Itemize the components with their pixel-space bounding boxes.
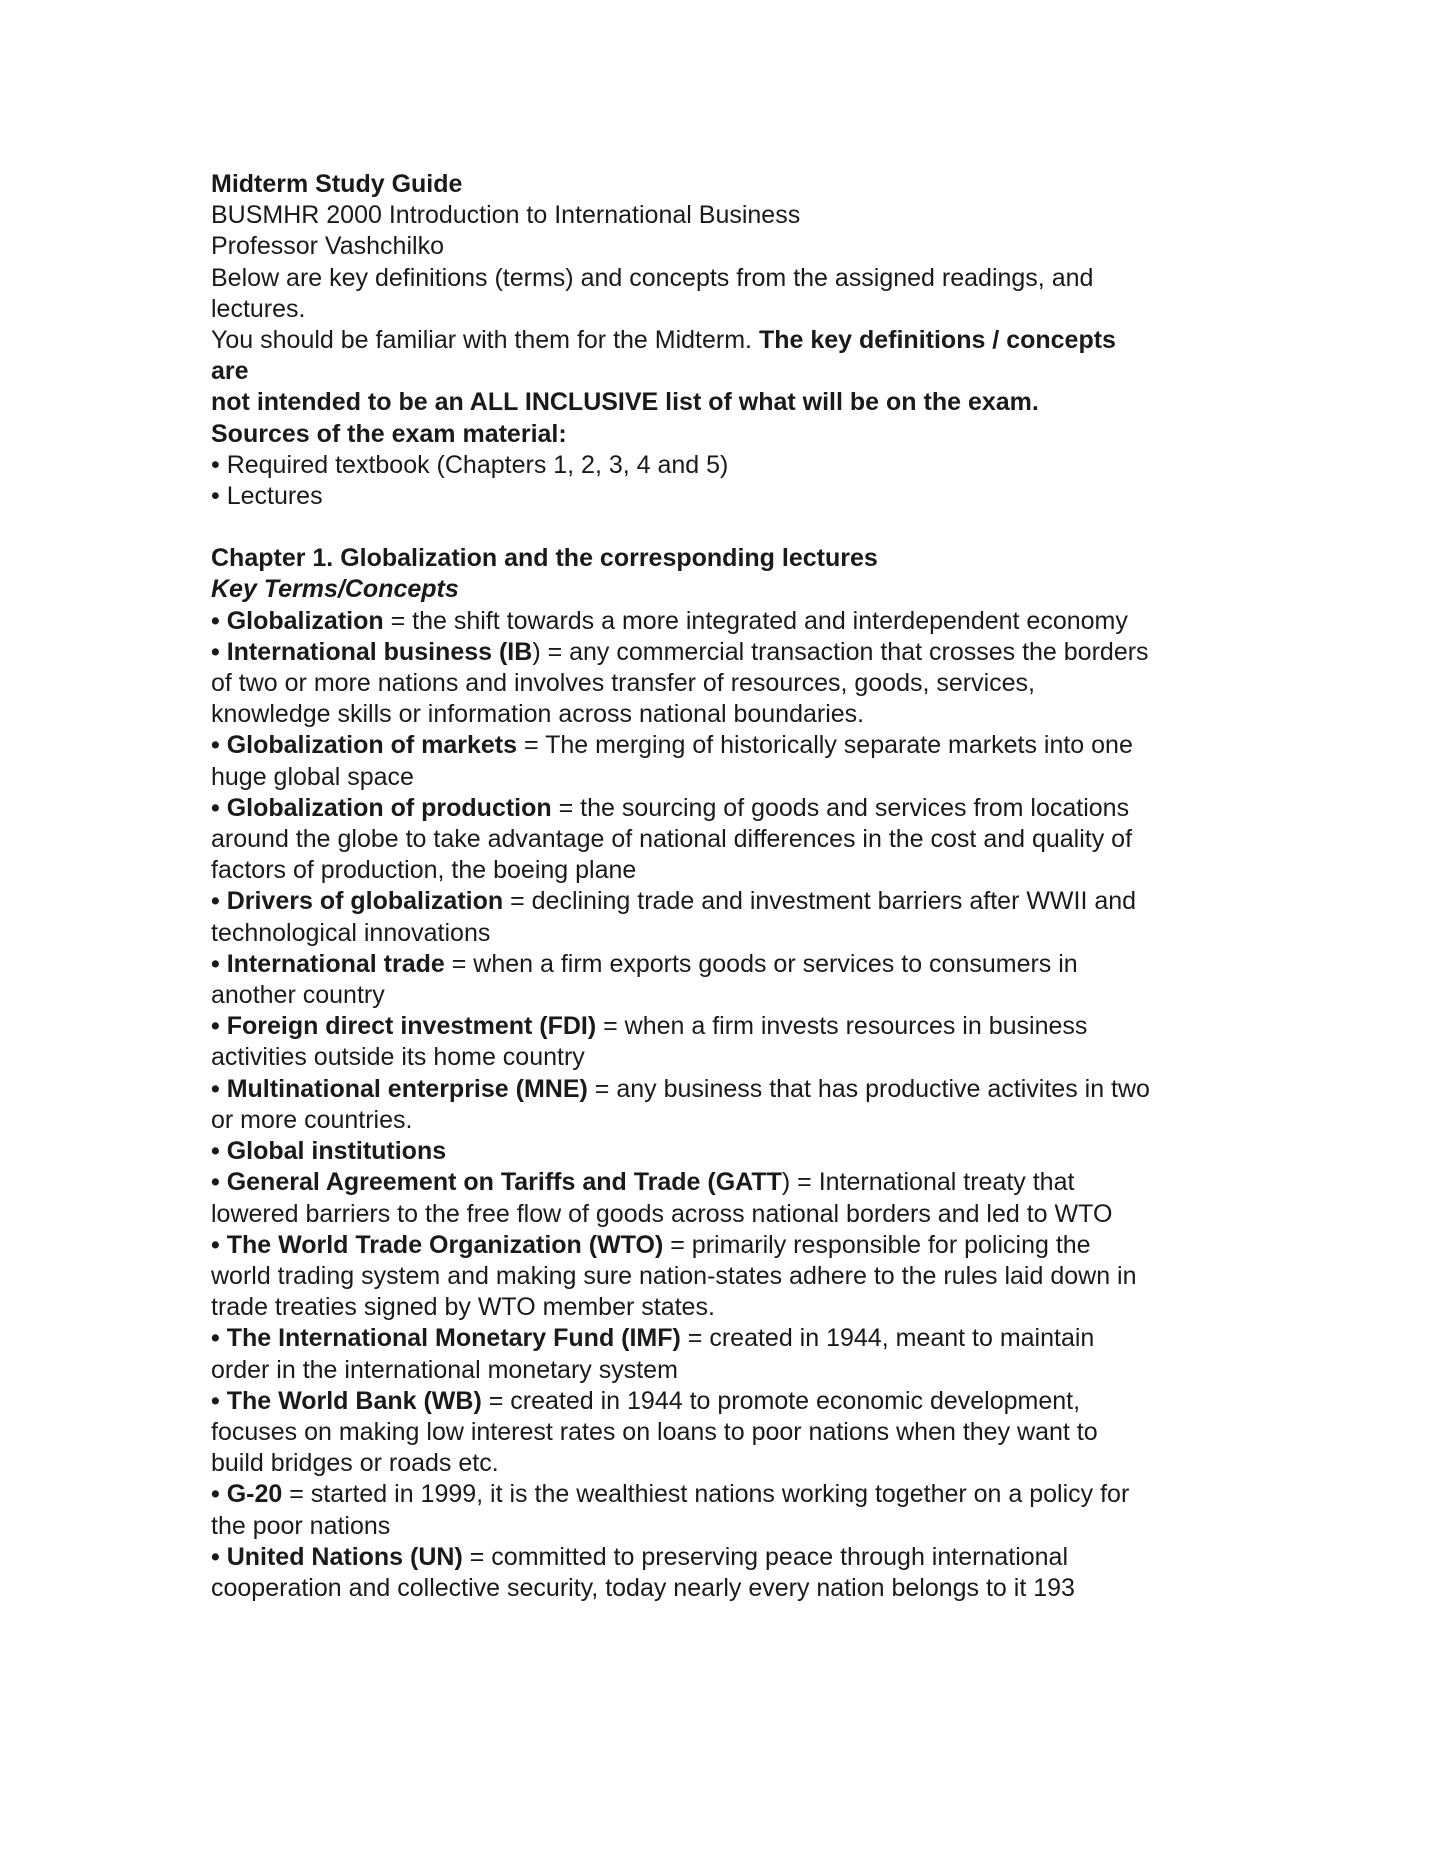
term-entry bbox=[211, 606, 1261, 637]
course-name: BUSMHR 2000 Introduction to International Business bbox=[211, 201, 801, 230]
term-entry bbox=[211, 1230, 1261, 1324]
term-definition: order in the international monetary system bbox=[211, 1355, 678, 1384]
term-entry bbox=[211, 1011, 1261, 1073]
term-line bbox=[211, 949, 1261, 980]
term-definition: knowledge skills or information across national boundaries. bbox=[211, 700, 865, 729]
intro-text-line-2: lectures. bbox=[211, 294, 306, 323]
term-definition: of two or more nations and involves transfer of resources, goods, services, bbox=[211, 669, 1035, 698]
term-name: • Multinational enterprise (MNE) bbox=[211, 1074, 588, 1103]
term-line bbox=[211, 1323, 1261, 1354]
term-definition: = when a firm exports goods or services to consumers in bbox=[444, 949, 1078, 978]
term-definition: = when a firm invests resources in business bbox=[596, 1012, 1088, 1041]
term-name: • Globalization of production bbox=[211, 793, 552, 822]
term-entry bbox=[211, 730, 1261, 792]
term-definition: world trading system and making sure nation-states adhere to the rules laid down in bbox=[211, 1261, 1137, 1290]
term-name: • Drivers of globalization bbox=[211, 887, 504, 916]
term-line bbox=[211, 699, 1261, 730]
term-entry bbox=[211, 1323, 1261, 1385]
professor-name: Professor Vashchilko bbox=[211, 232, 444, 261]
term-name: • Globalization of markets bbox=[211, 731, 518, 760]
source-item-textbook: • Required textbook (Chapters 1, 2, 3, 4 and 5) bbox=[211, 450, 729, 479]
term-line bbox=[211, 1573, 1261, 1604]
term-definition: or more countries. bbox=[211, 1105, 413, 1134]
term-definition: = declining trade and investment barriers after WWII and bbox=[503, 887, 1137, 916]
term-line bbox=[211, 1542, 1261, 1573]
term-definition: lowered barriers to the free flow of goods across national borders and led to WTO bbox=[211, 1199, 1113, 1228]
term-name: • United Nations (UN) bbox=[211, 1542, 463, 1571]
term-line bbox=[211, 1417, 1261, 1448]
term-definition: build bridges or roads etc. bbox=[211, 1449, 499, 1478]
term-definition: = primarily responsible for policing the bbox=[663, 1230, 1091, 1259]
document-title: Midterm Study Guide bbox=[211, 170, 463, 198]
term-line bbox=[211, 918, 1261, 949]
term-entry bbox=[211, 1167, 1261, 1229]
term-definition: trade treaties signed by WTO member states. bbox=[211, 1293, 715, 1322]
term-name: • General Agreement on Tariffs and Trade (GATT bbox=[211, 1168, 782, 1197]
term-definition: ) = any commercial transaction that crosses the borders bbox=[532, 637, 1149, 666]
term-definition: = started in 1999, it is the wealthiest nations working together on a policy for bbox=[282, 1480, 1130, 1509]
term-line bbox=[211, 1105, 1261, 1136]
term-definition: = any business that has productive activites in two bbox=[587, 1074, 1150, 1103]
term-name: • The World Trade Organization (WTO) bbox=[211, 1230, 664, 1259]
term-name: • G-20 bbox=[211, 1480, 283, 1509]
intro-bold-text: The key definitions / concepts bbox=[758, 326, 1116, 355]
term-definition: focuses on making low interest rates on loans to poor nations when they want to bbox=[211, 1417, 1098, 1446]
term-definition: huge global space bbox=[211, 762, 414, 791]
term-line bbox=[211, 1230, 1261, 1261]
intro-text-line-5: not intended to be an ALL INCLUSIVE list of what will be on the exam. bbox=[211, 388, 1039, 417]
term-line bbox=[211, 1011, 1261, 1042]
term-definition: activities outside its home country bbox=[211, 1043, 585, 1072]
intro-plain-text: You should be familiar with them for the Midterm. bbox=[211, 326, 759, 355]
term-definition: = committed to preserving peace through international bbox=[462, 1542, 1069, 1571]
term-line bbox=[211, 1199, 1261, 1230]
term-definition: = created in 1944 to promote economic development, bbox=[481, 1386, 1081, 1415]
term-definition: ) = International treaty that bbox=[781, 1168, 1075, 1197]
key-terms-list bbox=[211, 606, 1261, 1605]
key-terms-subheading: Key Terms/Concepts bbox=[211, 575, 459, 604]
term-line bbox=[211, 980, 1261, 1011]
term-line bbox=[211, 1136, 1261, 1167]
term-name: • Globalization bbox=[211, 606, 384, 635]
term-definition: factors of production, the boeing plane bbox=[211, 856, 637, 885]
term-line bbox=[211, 1448, 1261, 1479]
term-definition: around the globe to take advantage of national differences in the cost and quality of bbox=[211, 825, 1133, 854]
term-line bbox=[211, 855, 1261, 886]
term-definition: cooperation and collective security, today nearly every nation belongs to it 193 bbox=[211, 1573, 1075, 1602]
source-item-lectures: • Lectures bbox=[211, 482, 323, 511]
term-name: • International trade bbox=[211, 949, 445, 978]
term-definition: = The merging of historically separate markets into one bbox=[517, 731, 1133, 760]
term-line bbox=[211, 668, 1261, 699]
intro-text-line-4: are bbox=[211, 357, 249, 386]
term-line bbox=[211, 762, 1261, 793]
sources-heading: Sources of the exam material: bbox=[211, 419, 567, 448]
term-name: • The International Monetary Fund (IMF) bbox=[211, 1324, 681, 1353]
term-line bbox=[211, 886, 1261, 917]
term-entry bbox=[211, 637, 1261, 731]
term-entry bbox=[211, 1386, 1261, 1480]
term-line bbox=[211, 730, 1261, 761]
intro-text-line-3 bbox=[211, 325, 1261, 356]
term-definition: another country bbox=[211, 981, 385, 1010]
term-line bbox=[211, 637, 1261, 668]
term-name: • Foreign direct investment (FDI) bbox=[211, 1012, 597, 1041]
term-line bbox=[211, 606, 1261, 637]
term-line bbox=[211, 1261, 1261, 1292]
term-line bbox=[211, 1355, 1261, 1386]
section-spacer bbox=[211, 512, 1261, 543]
term-entry bbox=[211, 1542, 1261, 1604]
term-name: • Global institutions bbox=[211, 1137, 447, 1166]
term-entry bbox=[211, 886, 1261, 948]
term-entry bbox=[211, 793, 1261, 887]
term-name: • The World Bank (WB) bbox=[211, 1386, 482, 1415]
term-line bbox=[211, 1074, 1261, 1105]
term-line bbox=[211, 1511, 1261, 1542]
term-entry bbox=[211, 1136, 1261, 1167]
term-entry bbox=[211, 949, 1261, 1011]
term-name: • International business (IB bbox=[211, 637, 533, 666]
term-line bbox=[211, 824, 1261, 855]
term-entry bbox=[211, 1074, 1261, 1136]
intro-text-line-1: Below are key definitions (terms) and concepts from the assigned readings, and bbox=[211, 263, 1094, 292]
term-line bbox=[211, 1386, 1261, 1417]
chapter-heading: Chapter 1. Globalization and the corresponding lectures bbox=[211, 544, 878, 573]
term-line bbox=[211, 1292, 1261, 1323]
term-definition: the poor nations bbox=[211, 1511, 391, 1540]
term-line bbox=[211, 1042, 1261, 1073]
term-definition: technological innovations bbox=[211, 918, 491, 947]
term-definition: = the sourcing of goods and services from locations bbox=[551, 793, 1130, 822]
term-line bbox=[211, 1479, 1261, 1510]
term-definition: = created in 1944, meant to maintain bbox=[680, 1324, 1095, 1353]
term-line bbox=[211, 793, 1261, 824]
term-line bbox=[211, 1167, 1261, 1198]
document-page bbox=[211, 169, 1261, 1604]
term-definition: = the shift towards a more integrated and interdependent economy bbox=[383, 606, 1128, 635]
term-entry bbox=[211, 1479, 1261, 1541]
